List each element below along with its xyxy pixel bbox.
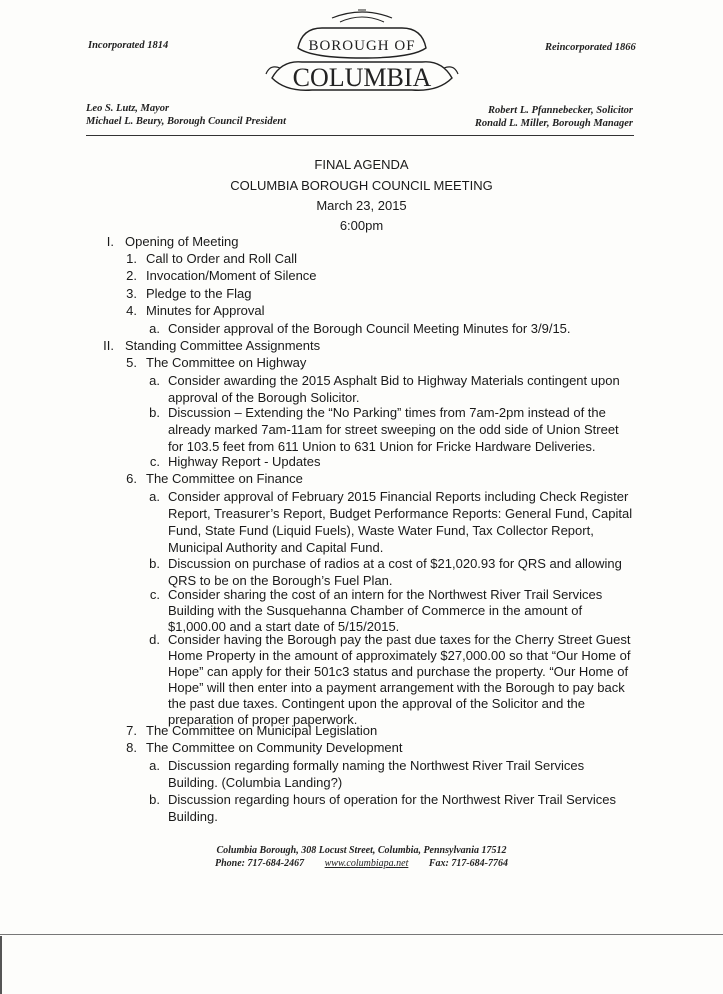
council-president-name: Michael L. Beury, Borough Council President <box>86 116 287 127</box>
seal-top-text: BOROUGH OF <box>308 38 416 54</box>
item-marker: 2. <box>126 268 137 283</box>
item-marker: b. <box>149 792 160 807</box>
item-text: Discussion regarding formally naming the Northwest River Trail Services <box>168 758 585 773</box>
item-text: Standing Committee Assignments <box>125 338 321 353</box>
footer-contact <box>0 858 723 869</box>
item-text: The Committee on Municipal Legislation <box>146 723 378 738</box>
meeting-date: March 23, 2015 <box>316 198 407 213</box>
item-text: already marked 7am-11am for street sweeping on the odd side of Union Street <box>168 422 619 437</box>
item-text: Highway Report - Updates <box>168 454 321 469</box>
item-marker: a. <box>149 373 160 388</box>
item-text: Hope” will then enter into a payment arrangement with the Borough to pay back <box>168 680 625 695</box>
item-text: Fund, State Fund (Liquid Fuels), Waste Water Fund, Tax Collector Report, <box>168 523 594 538</box>
agenda-title: FINAL AGENDA <box>314 157 409 172</box>
item-text: Consider sharing the cost of an intern for the Northwest River Trail Services <box>168 587 603 602</box>
item-marker: d. <box>149 632 160 647</box>
item-text: Opening of Meeting <box>125 234 239 249</box>
item-marker: a. <box>149 489 160 504</box>
item-text: Call to Order and Roll Call <box>146 251 298 266</box>
item-text: Building with the Susquehanna Chamber of Commerce in the amount of <box>168 603 583 618</box>
item-text: Consider approval of the Borough Council Meeting Minutes for 3/9/15. <box>168 321 571 336</box>
item-text: Invocation/Moment of Silence <box>146 268 317 283</box>
item-text: Minutes for Approval <box>146 303 265 318</box>
footer-fax: Fax: 717-684-7764 <box>428 858 509 869</box>
mayor-name: Leo S. Lutz, Mayor <box>86 103 170 114</box>
reincorporated-text: Reincorporated 1866 <box>545 42 636 53</box>
item-marker: a. <box>149 321 160 336</box>
meeting-time: 6:00pm <box>339 218 384 233</box>
item-text: Consider approval of February 2015 Financial Reports including Check Register <box>168 489 629 504</box>
item-text: Discussion on purchase of radios at a cost of $21,020.93 for QRS and allowing <box>168 556 622 571</box>
item-marker: 7. <box>126 723 137 738</box>
item-marker: c. <box>149 454 160 469</box>
scan-edge <box>0 936 2 994</box>
item-text: $1,000.00 and a start date of 5/15/2015. <box>168 619 400 634</box>
item-text: The Committee on Finance <box>146 471 303 486</box>
item-marker: 3. <box>126 286 137 301</box>
incorporated-text: Incorporated 1814 <box>88 40 169 51</box>
item-text: the past due taxes. Contingent upon the approval of the Solicitor and the <box>168 696 586 711</box>
page-bottom-edge <box>0 934 723 935</box>
item-text: Pledge to the Flag <box>146 286 252 301</box>
item-text: Building. (Columbia Landing?) <box>168 775 343 790</box>
item-marker: 6. <box>126 471 137 486</box>
item-marker: b. <box>149 556 160 571</box>
item-marker: b. <box>149 405 160 420</box>
item-text: Building. <box>168 809 218 824</box>
item-text: preparation of proper paperwork. <box>168 712 358 727</box>
meeting-title: COLUMBIA BOROUGH COUNCIL MEETING <box>230 178 493 193</box>
seal-main-text: COLUMBIA <box>292 63 432 92</box>
item-text: The Committee on Highway <box>146 355 307 370</box>
item-text: Municipal Authority and Capital Fund. <box>168 540 384 555</box>
footer-phone: Phone: 717-684-2467 <box>214 858 305 869</box>
item-text: QRS to be on the Borough’s Fuel Plan. <box>168 573 393 588</box>
item-text: Consider awarding the 2015 Asphalt Bid to Highway Materials contingent upon <box>168 373 620 388</box>
solicitor-name: Robert L. Pfannebecker, Solicitor <box>488 105 633 116</box>
item-text: for 103.5 feet from 611 Union to 631 Union for Fricke Hardware Deliveries. <box>168 439 596 454</box>
footer-address: Columbia Borough, 308 Locust Street, Columbia, Pennsylvania 17512 <box>216 845 507 856</box>
item-marker: 8. <box>126 740 137 755</box>
item-marker: 5. <box>126 355 137 370</box>
item-text: Home Property in the amount of approximately $27,000.00 so that “Our Home of <box>168 648 631 663</box>
item-text: Consider having the Borough pay the past due taxes for the Cherry Street Guest <box>168 632 631 647</box>
footer-website-link[interactable]: www.columbiapa.net <box>324 858 409 869</box>
item-text: Hope” can apply for their 501c3 status and purchase the property. “Our Home of <box>168 664 629 679</box>
item-text: Discussion regarding hours of operation for the Northwest River Trail Services <box>168 792 616 807</box>
item-marker: 4. <box>126 303 137 318</box>
item-text: Discussion – Extending the “No Parking” times from 7am-2pm instead of the <box>168 405 606 420</box>
item-marker: c. <box>149 587 160 602</box>
item-marker: a. <box>149 758 160 773</box>
item-marker: 1. <box>126 251 137 266</box>
manager-name: Ronald L. Miller, Borough Manager <box>474 118 633 129</box>
item-marker: I. <box>106 234 114 249</box>
item-text: approval of the Borough Solicitor. <box>168 390 360 405</box>
item-text: The Committee on Community Development <box>146 740 403 755</box>
item-text: Report, Treasurer’s Report, Budget Performance Reports: General Fund, Capital <box>168 506 633 521</box>
item-marker: II. <box>103 338 114 353</box>
